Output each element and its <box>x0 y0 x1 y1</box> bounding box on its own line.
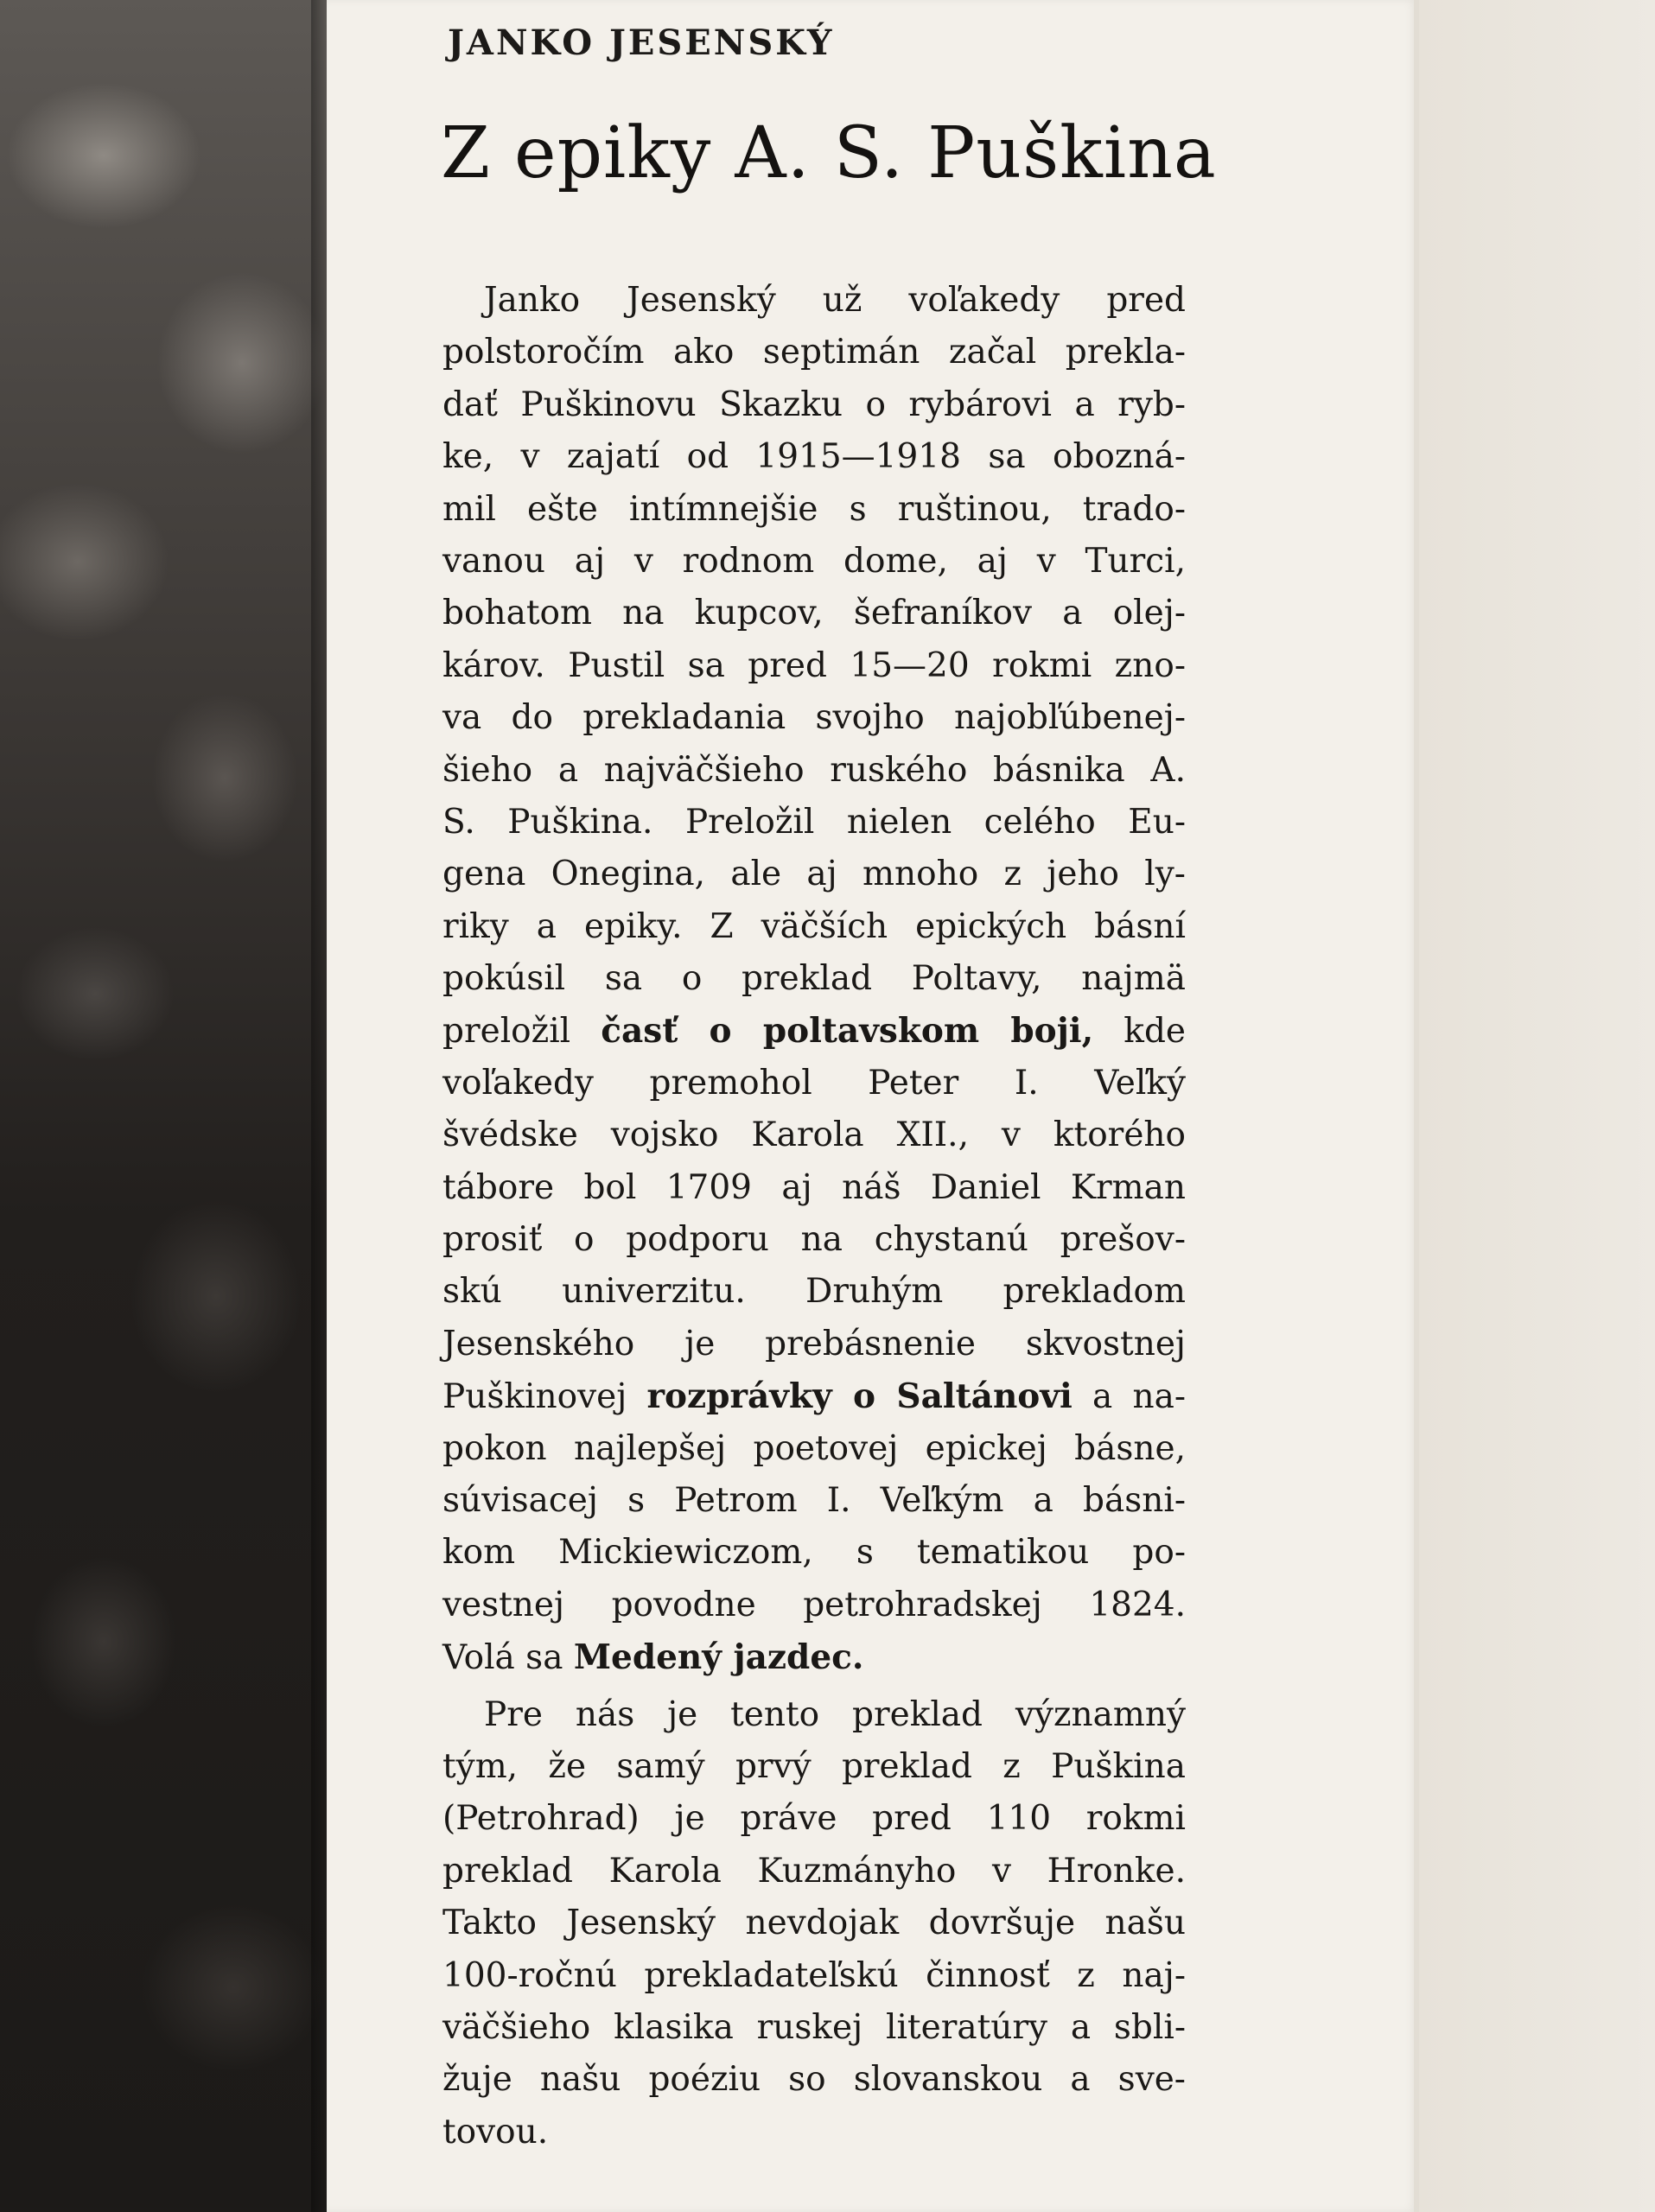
text-line: va do prekladania svojho najobľúbenej- <box>442 698 1186 738</box>
text-line: skú univerzitu. Druhým prekladom <box>442 1272 1186 1312</box>
text-line: gena Onegina, ale aj mnoho z jeho ly- <box>442 855 1186 894</box>
text-line: pokúsil sa o preklad Poltavy, najmä <box>442 959 1186 999</box>
text-line: dať Puškinovu Skazku o rybárovi a ryb- <box>442 385 1186 424</box>
text-line: ke, v zajatí od 1915—1918 sa obozná- <box>442 437 1186 477</box>
paragraph-2 <box>442 1689 1186 2159</box>
page-title: Z epiky A. S. Puškina <box>441 112 1217 194</box>
text-line: Janko Jesenský už voľakedy pred <box>484 281 1186 320</box>
text-line: Jesenského je prebásnenie skvostnej <box>442 1324 1186 1363</box>
text-line: Takto Jesenský nevdojak dovršuje našu <box>442 1904 1186 1943</box>
author-name: JANKO JESENSKÝ <box>448 22 835 63</box>
paragraph-1 <box>442 275 1186 1684</box>
text-line: riky a epiky. Z väčších epických básní <box>442 906 1186 946</box>
text-line: Volá sa Medený jazdec. <box>442 1637 864 1678</box>
text-line: pokon najlepšej poetovej epickej básne, <box>442 1428 1186 1468</box>
text-line: prosiť o podporu na chystanú prešov- <box>442 1220 1186 1260</box>
text-line: preložil časť o poltavskom boji, kde <box>442 1011 1186 1052</box>
text-line: S. Puškina. Preložil nielen celého Eu- <box>442 802 1186 842</box>
text-line: (Petrohrad) je práve pred 110 rokmi <box>442 1799 1186 1839</box>
text-line: Pre nás je tento preklad významný <box>484 1694 1186 1734</box>
text-line: tábore bol 1709 aj náš Daniel Krman <box>442 1167 1186 1207</box>
stone-photo-strip <box>0 0 327 2212</box>
blurb-text <box>442 275 1186 2158</box>
text-line: kom Mickiewiczom, s tematikou po- <box>442 1533 1186 1573</box>
text-line: Puškinovej rozprávky o Saltánovi a na- <box>442 1376 1187 1417</box>
text-line: vanou aj v rodnom dome, aj v Turci, <box>442 541 1186 581</box>
text-line: tým, že samý prvý preklad z Puškina <box>442 1746 1186 1786</box>
page-edge <box>1414 0 1419 2212</box>
text-line: mil ešte intímnejšie s ruštinou, trado- <box>442 489 1186 529</box>
text-line: švédske vojsko Karola XII., v ktorého <box>442 1116 1186 1155</box>
text-line: polstoročím ako septimán začal prekla- <box>442 333 1186 372</box>
text-line: preklad Karola Kuzmányho v Hronke. <box>442 1851 1186 1891</box>
photo-strip-shadow <box>311 0 327 2212</box>
text-line: súvisacej s Petrom I. Veľkým a básni- <box>442 1480 1186 1520</box>
text-line: bohatom na kupcov, šefraníkov a olej- <box>442 594 1186 633</box>
text-line: šieho a najväčšieho ruského básnika A. <box>442 750 1186 790</box>
text-line: väčšieho klasika ruskej literatúry a sbli- <box>442 2007 1186 2047</box>
text-line: tovou. <box>442 2112 549 2152</box>
text-line: károv. Pustil sa pred 15—20 rokmi zno- <box>442 645 1186 685</box>
text-line: voľakedy premohol Peter I. Veľký <box>442 1063 1186 1103</box>
background-page <box>1419 0 1655 2212</box>
text-line: vestnej povodne petrohradskej 1824. <box>442 1585 1186 1624</box>
text-line: 100-ročnú prekladateľskú činnosť z naj- <box>442 1955 1186 1995</box>
text-line: žuje našu poéziu so slovanskou a sve- <box>442 2060 1186 2100</box>
